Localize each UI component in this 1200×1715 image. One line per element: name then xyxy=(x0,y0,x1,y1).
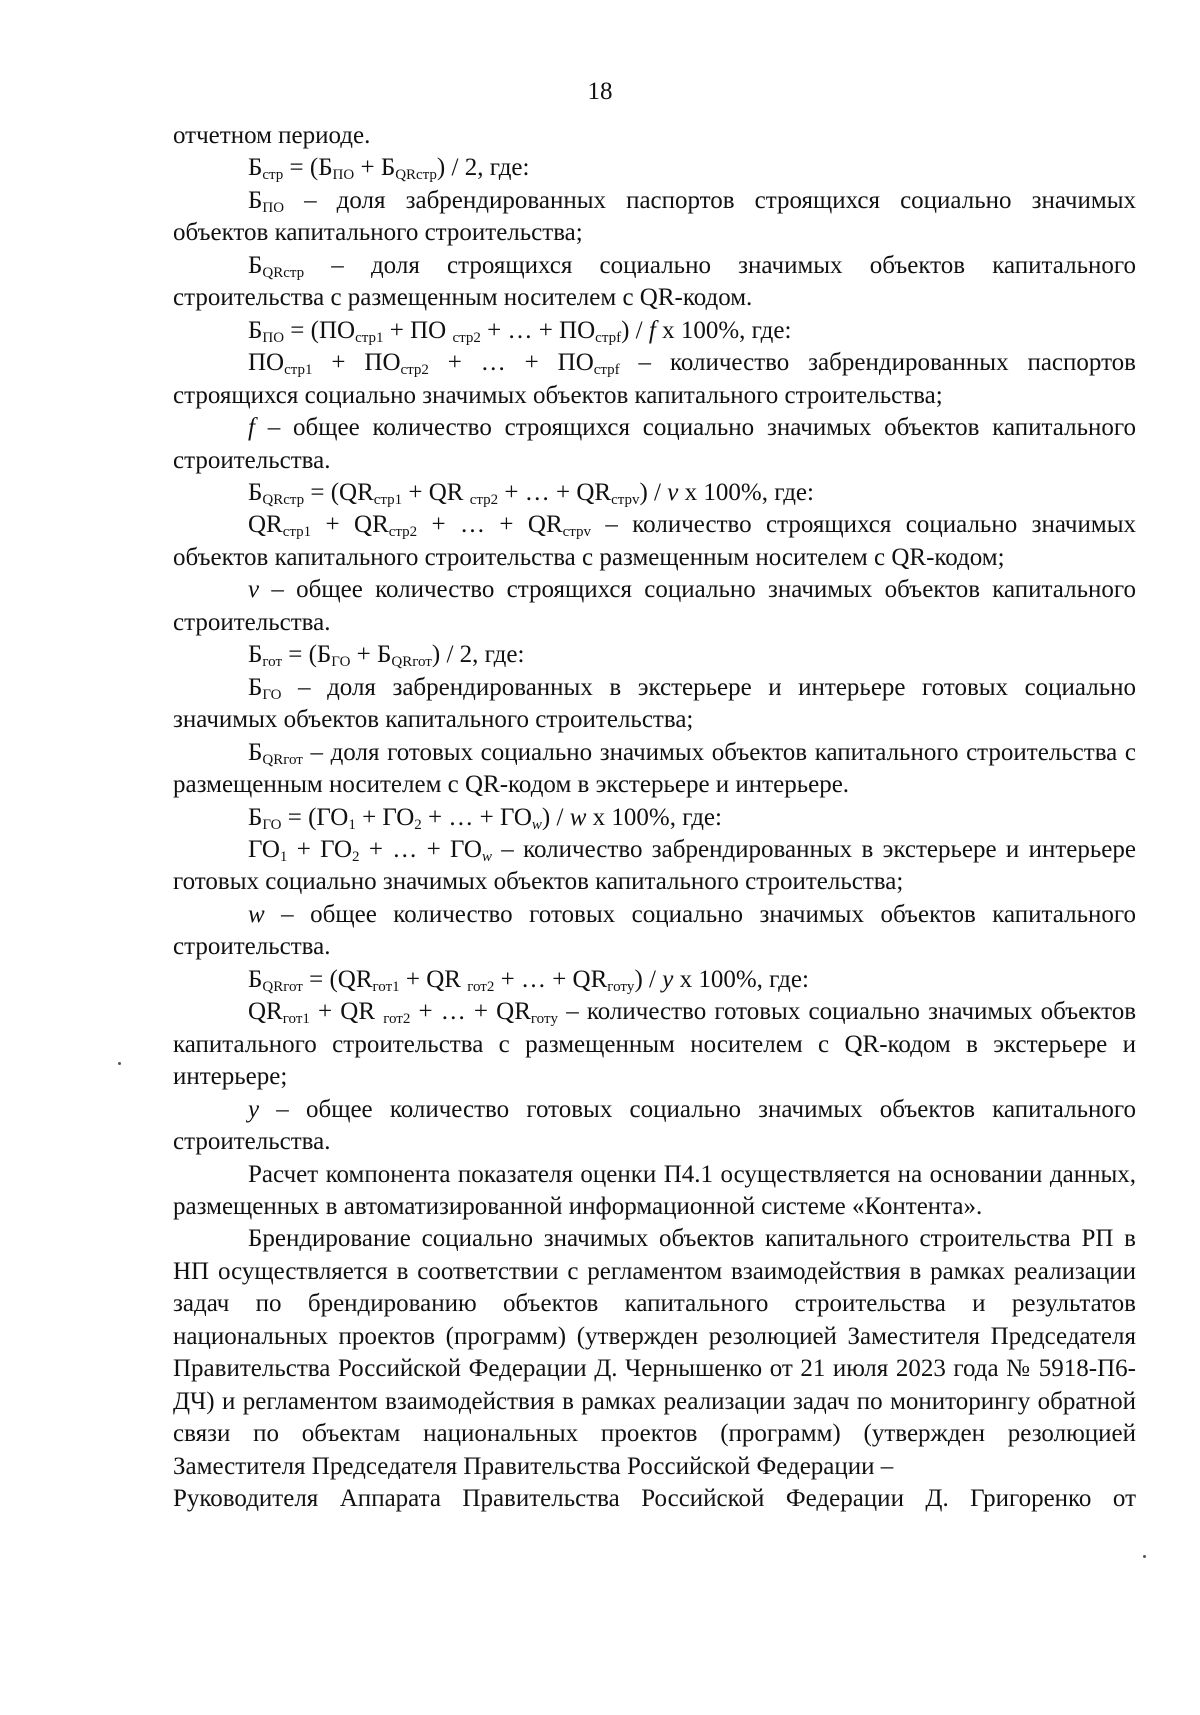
formula-line: $Б_{QRстр} = (QR_{стр1}$ + QR $_{стр2}$ + … + $QR_{стрv}$) / v x 100%, где: xyxy=(248,478,814,508)
formula-line: $Б_{ПО} = (ПО_{стр1}$ + ПО $_{стр2}$ + … + $ПО_{стрf}$) / f x 100%, где: xyxy=(248,316,792,346)
paragraph: отчетном периоде. xyxy=(173,122,371,149)
formula-line: $Б_{гот} = (Б_{ГО} + Б_{QRгот}) / 2$, где: xyxy=(248,641,525,671)
paragraph: Брендирование социально значимых объектов капитального строительства РП в НП осуществляется в соответствии с регламентом взаимодействия в рамках реализации задач по брендированию объектов капитального строительства и результатов национальных проектов (программ) (утвержден резолюцией Заместителя Председателя Правительства Российской Федерации Д. Чернышенко от 21 июля 2023 года № 5918-П6-ДЧ) и регламентом взаимодействия в рамках реализации задач по мониторингу обратной связи по объектам национальных проектов (программ) (утвержден резолюцией Заместителя Председателя Правительства Российской Федерации – xyxy=(173,1225,1136,1480)
paragraph: $QR_{стр1} + QR_{стр2}$ + … + $QR_{стрv}$ – количество строящихся социально значимых объектов капитального строительства с размещенным носителем с QR-кодом; xyxy=(173,511,1137,571)
paragraph: $ПО_{стр1} + ПО_{стр2}$ + … + $ПО_{стрf}$ – количество забрендированных паспортов строящихся социально значимых объектов капитального строительства; xyxy=(173,349,1136,409)
formula-line: $Б_{QRгот} = (QR_{гот1}$ + QR $_{гот2}$ + … + $QR_{готy}$) / y x 100%, где: xyxy=(248,965,809,995)
paragraph: f – общее количество строящихся социально значимых объектов капитального строительства. xyxy=(173,414,1136,474)
paragraph-last-line: Руководителя Аппарата Правительства Российской Федерации Д. Григоренко от xyxy=(173,1485,1136,1513)
paragraph: $QR_{гот1}$ + QR $_{гот2}$ + … + $QR_{готy}$ – количество готовых социально значимых объектов капитального строительства с размещенным носителем с QR-кодом в экстерьере и интерьере; xyxy=(173,998,1137,1091)
paragraph: w – общее количество готовых социально значимых объектов капитального строительства. xyxy=(173,900,1136,961)
paragraph: $Б_{QRстр}$ – доля строящихся социально значимых объектов капитального строительства с размещенным носителем с QR-кодом. xyxy=(173,251,1136,312)
paragraph: $Б_{ПО}$ – доля забрендированных паспортов строящихся социально значимых объектов капитального строительства; xyxy=(173,186,1136,247)
paragraph: $ГО_1 + ГО_2$ + … + $ГО_w$ – количество забрендированных в экстерьере и интерьере готовых социально значимых объектов капитального строительства; xyxy=(173,835,1137,896)
paragraph: $Б_{QRгот}$ – доля готовых социально значимых объектов капитального строительства с размещенным носителем с QR-кодом в экстерьере и интерьере. xyxy=(173,738,1136,799)
formula-line: $Б_{стр} = (Б_{ПО} + Б_{QRстр}) / 2$, где: xyxy=(248,154,530,184)
formula-line: $Б_{ГО} = (ГО_1 + ГО_2$ + … + $ГО_w$) / w x 100%, где: xyxy=(248,803,722,833)
paragraph: Расчет компонента показателя оценки П4.1 осуществляется на основании данных, размещенных в автоматизированной информационной системе «Контента». xyxy=(173,1160,1136,1220)
scan-speck xyxy=(1143,1555,1146,1558)
paragraph: v – общее количество строящихся социально значимых объектов капитального строительства. xyxy=(173,576,1136,636)
paragraph: $Б_{ГО}$ – доля забрендированных в экстерьере и интерьере готовых социально значимых объектов капитального строительства; xyxy=(173,673,1136,734)
page-number: 18 xyxy=(587,78,613,105)
scan-speck xyxy=(118,1062,121,1065)
paragraph: y – общее количество готовых социально значимых объектов капитального строительства. xyxy=(173,1095,1136,1156)
document-body xyxy=(173,120,1136,1515)
